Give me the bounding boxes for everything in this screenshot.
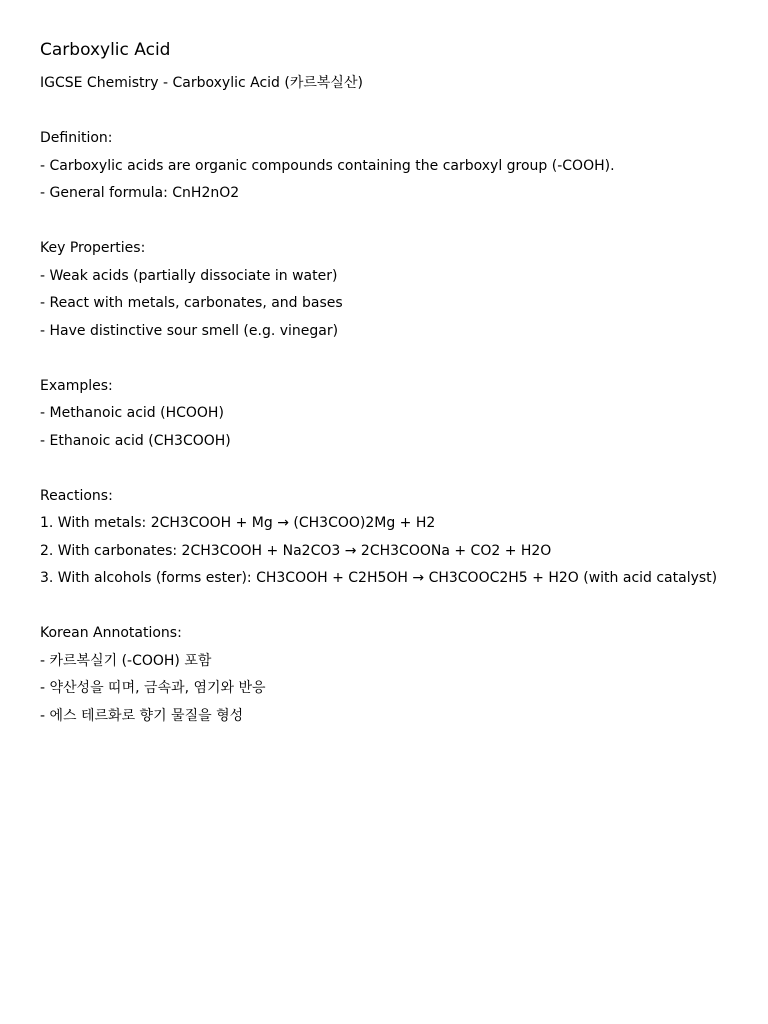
list-item: - Weak acids (partially dissociate in water) — [40, 267, 338, 284]
korean-annotations-section — [40, 620, 728, 730]
spacer — [40, 455, 728, 483]
list-item: 2. With carbonates: 2CH3COOH + Na2CO3 → 2CH3COONa + CO2 + H2O — [40, 542, 552, 559]
section-heading: Korean Annotations: — [40, 625, 182, 641]
section-heading: Reactions: — [40, 487, 113, 504]
list-item: - General formula: CnH2nO2 — [40, 185, 240, 201]
section-heading: Definition: — [40, 130, 113, 146]
definition-section — [40, 125, 728, 208]
spacer — [40, 98, 728, 126]
section-heading: Examples: — [40, 377, 113, 394]
examples-section — [40, 373, 728, 456]
section-heading: Key Properties: — [40, 240, 146, 256]
properties-section — [40, 235, 728, 345]
list-item: 3. With alcohols (forms ester): CH3COOH + C2H5OH → CH3COOC2H5 + H2O (with acid catalyst) — [40, 570, 718, 586]
spacer — [40, 593, 728, 621]
document-subtitle: IGCSE Chemistry - Carboxylic Acid (카르복실산) — [40, 75, 363, 91]
reactions-section — [40, 483, 728, 593]
list-item: - Ethanoic acid (CH3COOH) — [40, 432, 231, 449]
spacer — [40, 208, 728, 236]
list-item: 1. With metals: 2CH3COOH + Mg → (CH3COO)2Mg + H2 — [40, 515, 436, 531]
list-item: - Carboxylic acids are organic compounds containing the carboxyl group (-COOH). — [40, 157, 615, 174]
list-item: - 에스 테르화로 향기 물질을 형성 — [40, 707, 244, 724]
list-item: - Have distinctive sour smell (e.g. vinegar) — [40, 322, 339, 339]
list-item: - 약산성을 띠며, 금속과, 염기와 반응 — [40, 680, 266, 696]
list-item: - Methanoic acid (HCOOH) — [40, 405, 224, 421]
list-item: - React with metals, carbonates, and bases — [40, 295, 343, 311]
document-title: Carboxylic Acid — [40, 40, 171, 60]
spacer — [40, 345, 728, 373]
list-item: - 카르복실기 (-COOH) 포함 — [40, 652, 212, 669]
